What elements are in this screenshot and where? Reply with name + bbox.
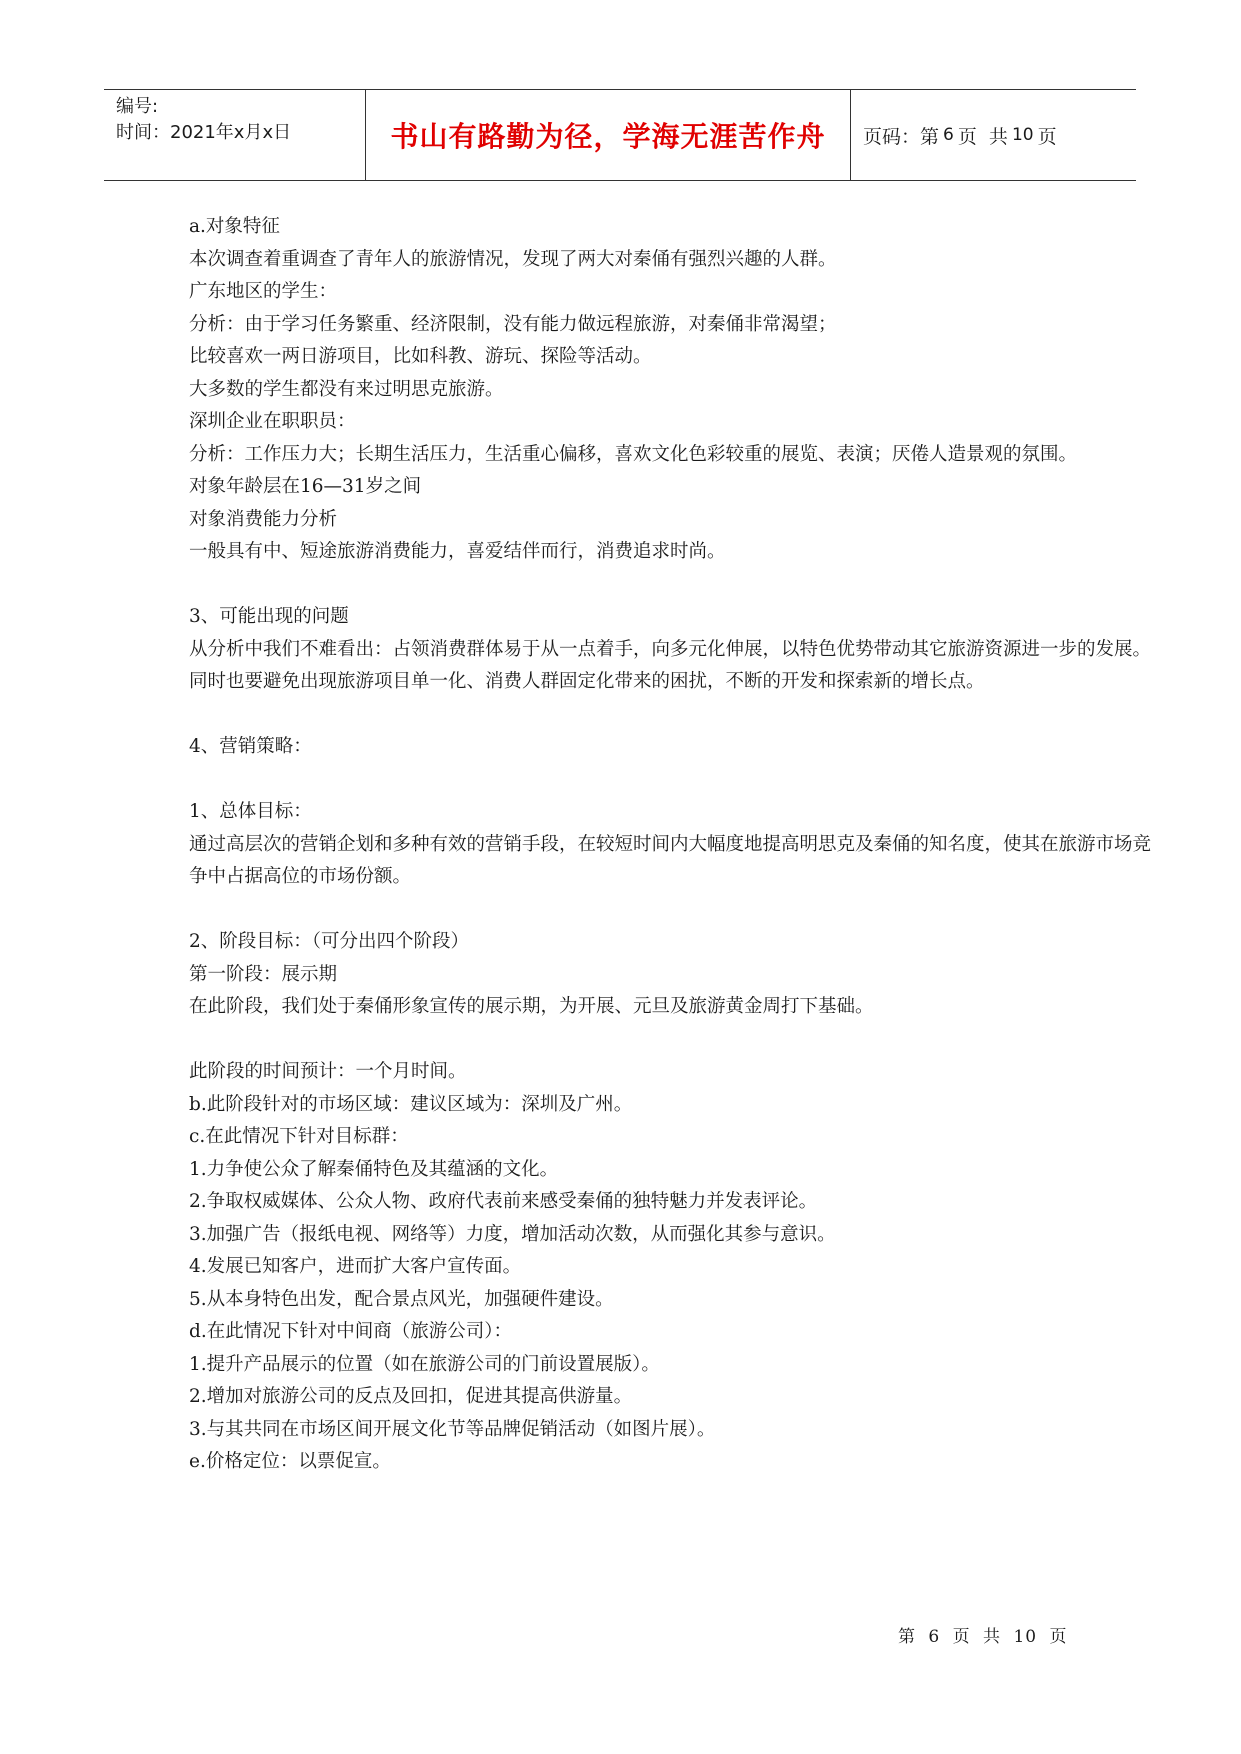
body-paragraph: 4、营销策略： bbox=[189, 736, 312, 757]
body-paragraph: 3.加强广告（报纸电视、网络等）力度，增加活动次数，从而强化其参与意识。 bbox=[189, 1223, 836, 1245]
header-meta bbox=[104, 90, 366, 180]
body-paragraph: 4.发展已知客户，进而扩大客户宣传面。 bbox=[189, 1256, 522, 1277]
blank-line bbox=[189, 894, 1169, 927]
body-paragraph: 对象年龄层在16—31岁之间 bbox=[189, 476, 422, 497]
body-paragraph: 对象消费能力分析 bbox=[189, 508, 338, 530]
footer-word-ye: 页 bbox=[952, 1627, 971, 1647]
body-paragraph: d.在此情况下针对中间商（旅游公司）： bbox=[189, 1321, 512, 1342]
body-paragraph: 2.争取权威媒体、公众人物、政府代表前来感受秦俑的独特魅力并发表评论。 bbox=[189, 1191, 818, 1212]
footer-total-pages: 10 bbox=[1013, 1627, 1038, 1647]
body-paragraph: 分析：由于学习任务繁重、经济限制，没有能力做远程旅游，对秦俑非常渴望； bbox=[189, 313, 837, 335]
body-paragraph: 通过高层次的营销企划和多种有效的营销手段，在较短时间内大幅度地提高明思克及秦俑的知名度，使其在旅游市场竞争中占据高位的市场份额。 bbox=[189, 833, 1152, 887]
body-paragraph: 在此阶段，我们处于秦俑形象宣传的展示期，为开展、元旦及旅游黄金周打下基础。 bbox=[189, 996, 874, 1017]
footer-word-gong: 共 bbox=[983, 1627, 1002, 1647]
footer-word-di: 第 bbox=[898, 1627, 916, 1647]
body-paragraph: 1、总体目标： bbox=[189, 801, 312, 822]
body-paragraph: 2.增加对旅游公司的反点及回扣，促进其提高供游量。 bbox=[189, 1386, 633, 1407]
blank-line bbox=[189, 764, 1169, 797]
page-current: 6 bbox=[943, 125, 954, 145]
body-paragraph: 第一阶段：展示期 bbox=[189, 963, 338, 985]
page-suffix: 页 bbox=[1037, 125, 1057, 148]
body-paragraph: 大多数的学生都没有来过明思克旅游。 bbox=[189, 378, 504, 400]
header-motto: 书山有路勤为径，学海无涯苦作舟 bbox=[366, 90, 851, 180]
blank-line bbox=[189, 569, 1169, 602]
body-paragraph: e.价格定位：以票促宣。 bbox=[189, 1451, 391, 1472]
body-paragraph: 一般具有中、短途旅游消费能力，喜爱结伴而行，消费追求时尚。 bbox=[189, 541, 726, 562]
body-paragraph: b.此阶段针对的市场区域：建议区域为：深圳及广州。 bbox=[189, 1093, 633, 1115]
date-label: 时间：2021年x月x日 bbox=[116, 122, 292, 143]
body-paragraph: a.对象特征 bbox=[189, 216, 280, 237]
body-paragraph: 2、阶段目标：（可分出四个阶段） bbox=[189, 931, 470, 952]
footer-word-ye-end: 页 bbox=[1049, 1627, 1068, 1647]
body-paragraph: 比较喜欢一两日游项目，比如科教、游玩、探险等活动。 bbox=[189, 346, 652, 367]
body-paragraph: 深圳企业在职职员： bbox=[189, 411, 356, 432]
header-page-number bbox=[851, 90, 1136, 180]
footer-current-page: 6 bbox=[928, 1627, 941, 1647]
body-paragraph: 本次调查着重调查了青年人的旅游情况，发现了两大对秦俑有强烈兴趣的人群。 bbox=[189, 248, 837, 270]
body-paragraph: c.在此情况下针对目标群： bbox=[189, 1126, 409, 1147]
page-footer bbox=[898, 1622, 1074, 1647]
body-paragraph: 从分析中我们不难看出：占领消费群体易于从一点着手，向多元化伸展，以特色优势带动其它旅游资源进一步的发展。同时也要避免出现旅游项目单一化、消费人群固定化带来的困扰，不断的开发和探索新的增长点。 bbox=[189, 638, 1152, 692]
body-paragraph: 1.力争使公众了解秦俑特色及其蕴涵的文化。 bbox=[189, 1158, 559, 1180]
blank-line bbox=[189, 1024, 1169, 1057]
body-paragraph: 1.提升产品展示的位置（如在旅游公司的门前设置展版）。 bbox=[189, 1353, 660, 1375]
body-paragraph: 此阶段的时间预计：一个月时间。 bbox=[189, 1061, 467, 1082]
document-header bbox=[104, 89, 1136, 181]
body-paragraph: 3、可能出现的问题 bbox=[189, 606, 349, 627]
page-mid: 页 共 bbox=[957, 125, 1008, 148]
body-paragraph: 3.与其共同在市场区间开展文化节等品牌促销活动（如图片展）。 bbox=[189, 1418, 716, 1440]
page-prefix: 页码：第 bbox=[863, 125, 940, 148]
serial-number-label: 编号: bbox=[116, 96, 159, 117]
blank-line bbox=[189, 699, 1169, 732]
body-paragraph: 广东地区的学生： bbox=[189, 281, 338, 302]
body-paragraph: 分析：工作压力大；长期生活压力，生活重心偏移，喜欢文化色彩较重的展览、表演；厌倦人造景观的氛围。 bbox=[189, 443, 1078, 465]
document-body bbox=[189, 211, 1169, 1479]
body-paragraph: 5.从本身特色出发，配合景点风光，加强硬件建设。 bbox=[189, 1288, 614, 1310]
page-total: 10 bbox=[1011, 125, 1034, 145]
